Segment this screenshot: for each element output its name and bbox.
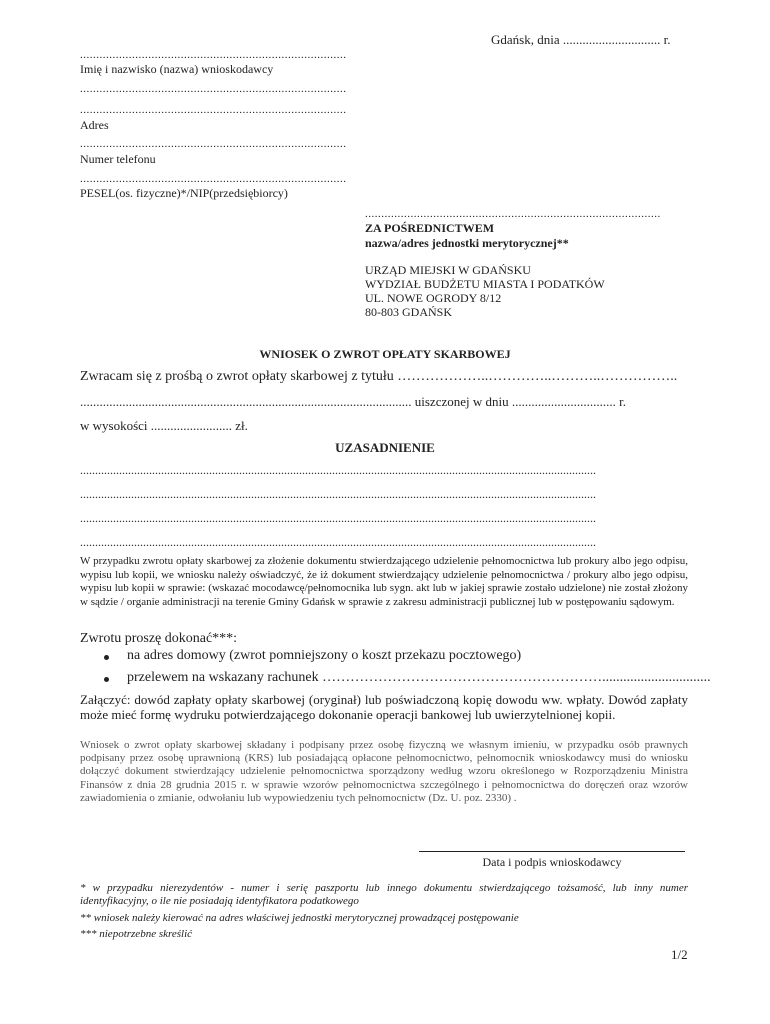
page-number: 1/2 [671, 947, 688, 962]
place-date: Gdańsk, dnia .............................. r. [491, 32, 671, 47]
footnote: *** niepotrzebne skreślić [80, 928, 193, 940]
recipient-address-2: WYDZIAŁ BUDŻETU MIASTA I PODATKÓW [365, 277, 605, 291]
unit-label: nazwa/adres jednostki merytorycznej** [365, 236, 569, 250]
unit-line: ........................................................................................... [365, 208, 661, 220]
attachment-note: Załączyć: dowód zapłaty opłaty skarbowej (oryginał) lub poświadczoną kopię dowodu ww. wpłaty. Dowód zapłaty może mieć formę wydruku potwierdzającego dokonanie operacji bankowej lub uwierzytelnionej kopii. [80, 692, 688, 722]
amount-line: w wysokości ......................... zł. [80, 418, 248, 433]
name-label: Imię i nazwisko (nazwa) wnioskodawcy [80, 62, 274, 76]
form-title: WNIOSEK O ZWROT OPŁATY SKARBOWEJ [259, 347, 511, 361]
refund-option-transfer: przelewem na wskazany rachunek ……………………………………………………............................... [127, 670, 711, 685]
justification-title: UZASADNIENIE [335, 440, 435, 455]
id-label: PESEL(os. fizyczne)*/NIP(przedsiębiorcy) [80, 186, 288, 200]
recipient-address-4: 80-803 GDAŃSK [365, 305, 452, 319]
bullet-icon [104, 655, 109, 660]
footnote: ** wniosek należy kierować na adres właściwej jednostki merytorycznej prowadzącej postępowanie [80, 912, 519, 924]
via-label: ZA POŚREDNICTWEM [365, 221, 495, 235]
signing-note: Wniosek o zwrot opłaty skarbowej składany i podpisany przez osobę fizyczną we własnym imieniu, w przypadku osób prawnych podpisany przez osobę uprawnioną (KRS) lub posiadającą opłacone pełnomocnictwo, pełnomocnik wnioskodawcy musi do wniosku dołączyć dokument stwierdzający udzielenie pełnomocnictwa sporządzony według wzoru określonego w Rozporządzeniu Ministra Finansów z dnia 28 grudnia 2015 r. w sprawie wzorów pełnomocnictwa szczególnego i pełnomocnictwa do doręczeń oraz wzorów zawiadomienia o zmianie, odwołaniu lub wypowiedzeniu tych pełnomocnictw (Dz. U. poz. 2330) . [80, 739, 688, 804]
proxy-note: W przypadku zwrotu opłaty skarbowej za złożenie dokumentu stwierdzającego udzielenie pełnomocnictwa lub prokury albo jego odpisu, wypisu lub kopii, we wniosku należy oświadczyć, że iż dokument stwierdzający udzielenie pełnomocnictwa / prokury albo jego odpisu, wypisu lub kopii w sprawie: (wskazać mocodawcę/pełnomocnika lub sygn. akt lub w jakiej sprawie zostało udzielone) nie został złożony w sądzie / organie administracji na terenie Gminy Gdańsk w sprawie z zakresu administracji publicznej lub w postępowaniu sądowym. [80, 555, 688, 608]
recipient-address-1: URZĄD MIEJSKI W GDAŃSKU [365, 263, 531, 277]
phone-line: .................................................................................. [80, 138, 347, 150]
name-line: .................................................................................. [80, 49, 347, 61]
bullet-icon [104, 677, 109, 682]
phone-label: Numer telefonu [80, 152, 156, 166]
justification-line: ............................................................................................................................................................................ [80, 463, 596, 477]
justification-line: ............................................................................................................................................................................ [80, 511, 596, 525]
signature-label: Data i podpis wnioskodawcy [482, 855, 622, 869]
signature-line [419, 851, 685, 852]
refund-label: Zwrotu proszę dokonać***: [80, 631, 238, 646]
recipient-address-3: UL. NOWE OGRODY 8/12 [365, 291, 502, 305]
justification-line: ............................................................................................................................................................................ [80, 535, 596, 549]
justification-line: ............................................................................................................................................................................ [80, 487, 596, 501]
id-line: .................................................................................. [80, 173, 347, 185]
footnote: * w przypadku nierezydentów - numer i serię paszportu lub innego dokumentu stwierdzającego tożsamość, lub inny numer identyfikacyjny, o ile nie posiadają identyfikatora podatkowego [80, 882, 688, 907]
address-label: Adres [80, 118, 109, 132]
paid-line: ...................................................................................................... uiszczonej w dniu ................................ r. [80, 394, 626, 409]
address-line-1: .................................................................................. [80, 83, 347, 95]
address-line-2: .................................................................................. [80, 104, 347, 116]
refund-option-home: na adres domowy (zwrot pomniejszony o koszt przekazu pocztowego) [127, 648, 522, 663]
request-line: Zwracam się z prośbą o zwrot opłaty skarbowej z tytułu ………………..…………..………..…………….. [80, 369, 678, 384]
